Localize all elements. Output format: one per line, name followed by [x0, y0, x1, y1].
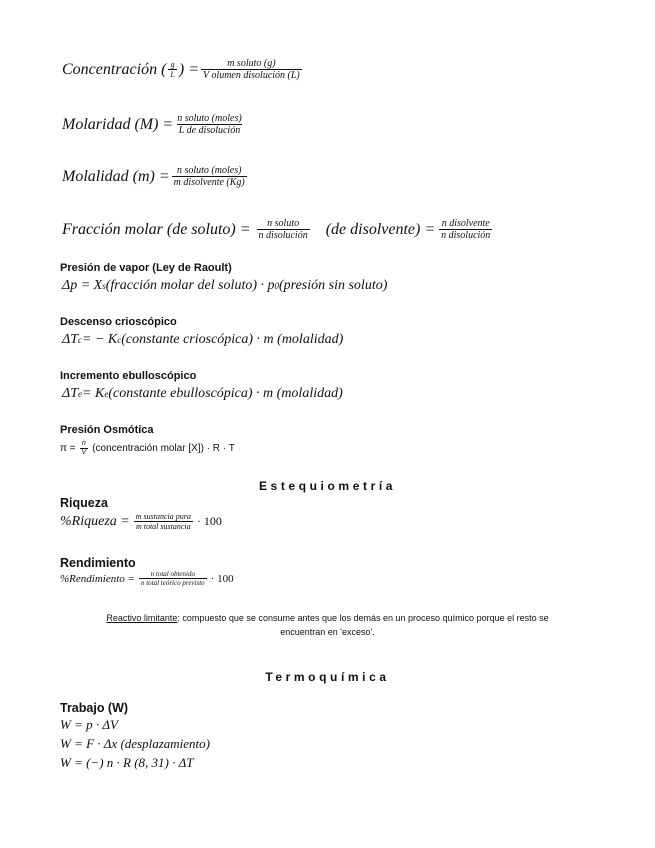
osmotic-formula	[60, 440, 235, 457]
concentration-unit-fraction	[168, 60, 176, 79]
raoult-heading: Presión de vapor (Ley de Raoult)	[60, 262, 232, 274]
concentration-fraction	[201, 58, 302, 81]
riqueza-numerator: m sustancia pura	[135, 512, 191, 521]
reactivo-limitante-text: : compuesto que se consume antes que los demás en un proceso químico porque el resto se	[177, 613, 549, 623]
concentration-denominator: V olumen disolución (L)	[203, 70, 300, 81]
raoult-lhs: Δp = X	[62, 278, 103, 293]
osmotic-fraction	[80, 440, 89, 457]
rendimiento-formula	[60, 570, 234, 587]
rendimiento-numerator: n total obtenido	[150, 570, 195, 578]
osmotic-tail: (concentración molar [X]) · R · T	[92, 443, 235, 454]
rendimiento-heading: Rendimiento	[60, 556, 136, 570]
reactivo-limitante-note	[0, 611, 655, 639]
molality-numerator: n soluto (moles)	[176, 165, 242, 176]
molarity-formula	[62, 113, 246, 136]
molarity-numerator: n soluto (moles)	[177, 113, 242, 124]
work-formula-3: W = (−) n · R (8, 31) · ΔT	[60, 755, 194, 770]
solute-fraction-numerator: n soluto	[267, 218, 300, 229]
molar-fraction-label: Fracción molar (de soluto) =	[62, 220, 251, 238]
solvent-label: (de disolvente) =	[325, 220, 436, 238]
cryoscopic-sub-c2: c	[117, 335, 122, 345]
solvent-fraction-denominator: n disolución	[441, 230, 491, 241]
ebullioscopic-heading: Incremento ebulloscópico	[60, 370, 197, 382]
cryoscopic-tail: (constante crioscópica) · m (molalidad)	[121, 332, 344, 347]
raoult-formula	[62, 278, 387, 294]
molality-formula	[62, 165, 249, 188]
molarity-fraction	[175, 113, 243, 136]
ebullioscopic-tail: (constante ebulloscópica) · m (molalidad)	[108, 386, 343, 401]
rendimiento-label: %Rendimiento =	[60, 572, 135, 585]
osmotic-pi: π =	[60, 443, 76, 454]
concentration-label: Concentración (	[62, 60, 167, 78]
riqueza-fraction	[134, 512, 193, 531]
solute-fraction-denominator: n disolución	[258, 230, 308, 241]
cryoscopic-heading: Descenso crioscópico	[60, 316, 177, 328]
rendimiento-fraction	[139, 570, 207, 587]
rendimiento-denominator: n total teórico previsto	[140, 579, 205, 587]
cryoscopic-sub-c: c	[78, 335, 83, 345]
molar-fraction-formula	[62, 218, 494, 241]
ebullioscopic-k: = K	[82, 386, 105, 401]
molarity-denominator: L de disolución	[178, 125, 241, 136]
osmotic-heading: Presión Osmótica	[60, 424, 154, 436]
work-formula-1: W = p · ΔV	[60, 717, 118, 732]
stoichiometry-title: Estequiometría	[258, 479, 397, 493]
riqueza-denominator: m total sustancia	[135, 522, 191, 531]
osmotic-numerator: n	[81, 440, 86, 447]
concentration-equals: ) =	[178, 60, 199, 78]
riqueza-multiplier: · 100	[196, 514, 222, 528]
unit-denominator: L	[170, 70, 175, 79]
molality-label: Molalidad (m) =	[62, 167, 170, 185]
unit-numerator: g	[170, 60, 175, 69]
cryoscopic-delta: ΔT	[62, 332, 79, 347]
reactivo-line-2: encuentran en 'exceso'.	[280, 627, 375, 637]
concentration-formula	[62, 58, 304, 81]
molarity-label: Molaridad (M) =	[62, 115, 174, 133]
raoult-tail: (presión sin soluto)	[279, 278, 388, 293]
ebullioscopic-sub-e2: e	[104, 389, 109, 399]
raoult-sub-0: 0	[274, 281, 279, 291]
solvent-fraction	[439, 218, 492, 241]
molality-fraction	[172, 165, 247, 188]
cryoscopic-formula	[62, 332, 343, 348]
ebullioscopic-sub-e: e	[78, 389, 83, 399]
reactivo-line-1	[0, 611, 655, 625]
cryoscopic-k: = − K	[82, 332, 118, 347]
reactivo-limitante-label: Reactivo limitante	[106, 613, 178, 623]
osmotic-denominator: V	[81, 449, 87, 456]
thermochemistry-title: Termoquímica	[265, 670, 390, 684]
raoult-middle: (fracción molar del soluto) · p	[105, 278, 275, 293]
riqueza-heading: Riqueza	[60, 496, 108, 510]
solute-fraction	[257, 218, 310, 241]
molality-denominator: m disolvente (Kg)	[173, 177, 245, 188]
riqueza-label: %Riqueza =	[60, 513, 130, 529]
riqueza-formula	[60, 512, 222, 531]
concentration-numerator: m soluto (g)	[227, 58, 276, 69]
solvent-fraction-numerator: n disolvente	[441, 218, 490, 229]
ebullioscopic-formula	[62, 386, 343, 402]
work-formula-2: W = F · Δx (desplazamiento)	[60, 736, 210, 751]
trabajo-heading: Trabajo (W)	[60, 701, 129, 715]
rendimiento-multiplier: · 100	[210, 572, 234, 585]
raoult-sub-s: s	[102, 281, 106, 291]
ebullioscopic-delta: ΔT	[62, 386, 79, 401]
